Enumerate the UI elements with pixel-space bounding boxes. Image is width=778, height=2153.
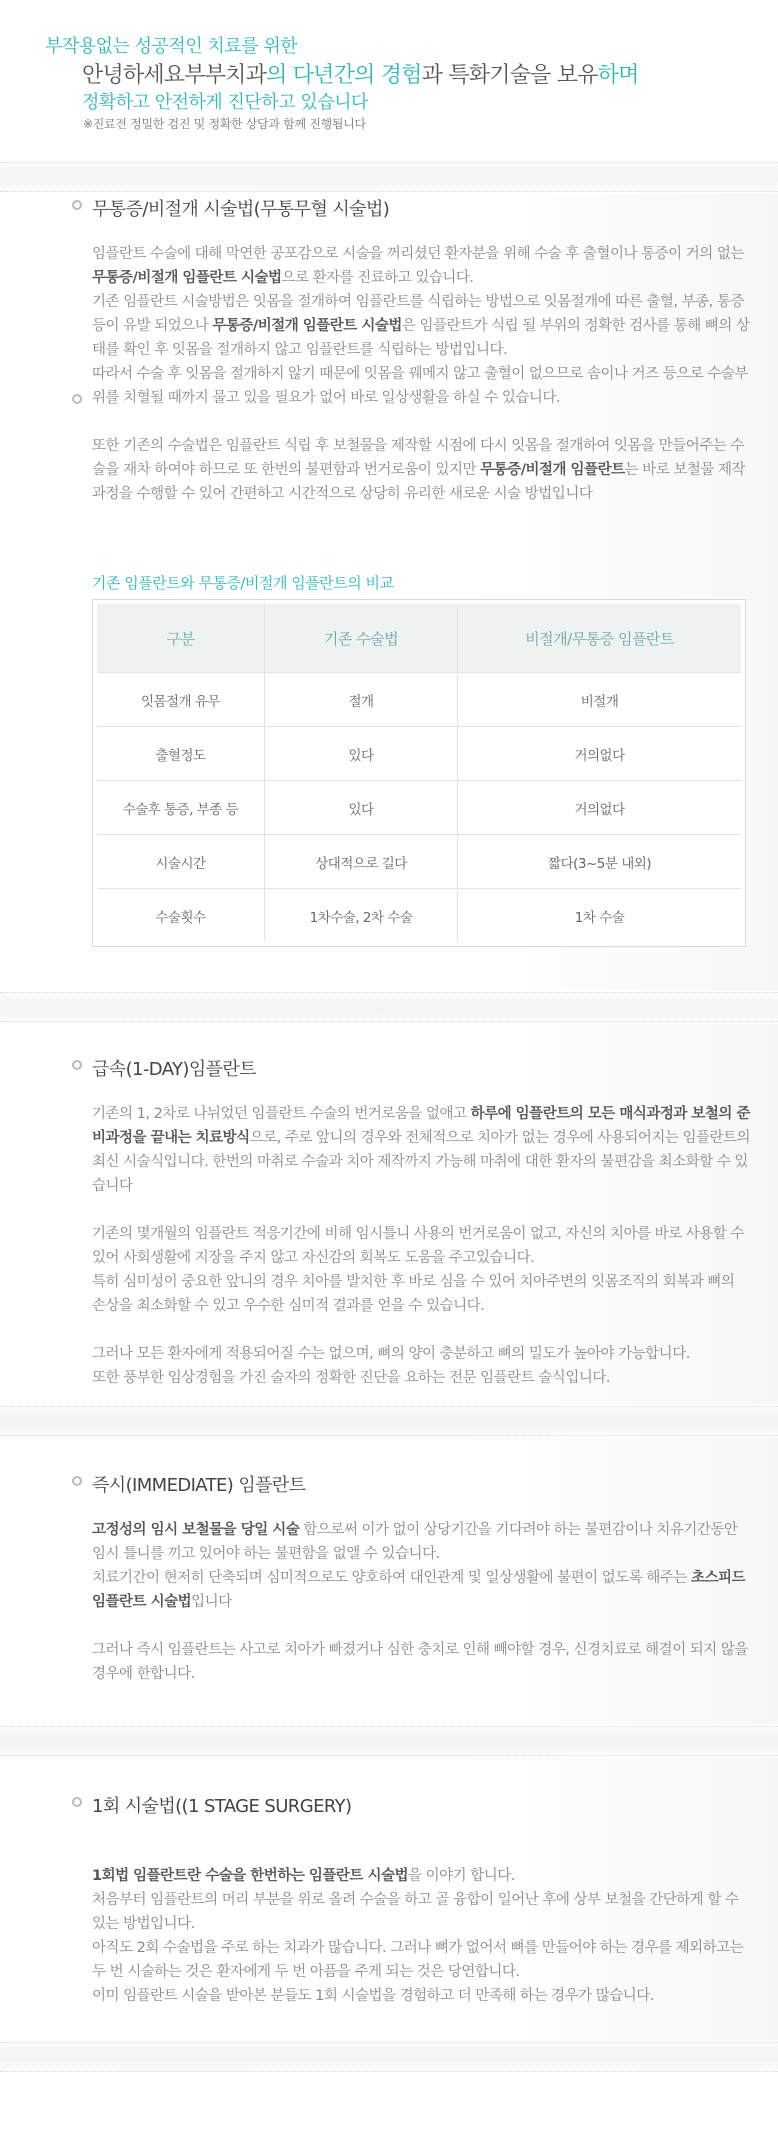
section-divider [0, 990, 778, 1024]
intro-line-2: 안녕하세요부부치과의 다년간의 경험과 특화기술을 보유하며 [82, 63, 639, 88]
paragraph: 고정성의 임시 보철물을 당일 시술 함으로써 이가 없이 상당기간을 기다려야 하는 불편감이나 치유기간동안 임시 틀니를 끼고 있어야 하는 불편함을 없앨 수 있습니다. [92, 1522, 738, 1562]
table-row: 수술후 통증, 부종 등 있다 거의없다 [97, 781, 741, 835]
bullet-icon [72, 200, 82, 210]
section-body [92, 1102, 752, 1390]
section-divider [0, 2040, 778, 2074]
paragraph: 처음부터 임플란트의 머리 부분을 위로 올려 수술을 하고 골 융합이 일어난 후에 상부 보철을 간단하게 할 수 있는 방법입니다. [92, 1892, 739, 1932]
table-header: 비절개/무통증 임플란트 [458, 604, 741, 673]
intro-note: ※진료전 정밀한 검진 및 정확한 상담과 함께 진행됩니다 [83, 117, 366, 131]
bullet-icon [72, 1797, 82, 1807]
bullet-icon [72, 394, 82, 404]
intro-line-3: 정확하고 안전하게 진단하고 있습니다 [82, 92, 368, 113]
intro-header [0, 0, 778, 160]
section-body [92, 1518, 752, 1686]
table-header: 구분 [97, 604, 264, 673]
paragraph: 이미 임플란트 시술을 받아본 분들도 1회 시술법을 경험하고 더 만족해 하는 경우가 많습니다. [92, 1988, 654, 2004]
paragraph: 기존 임플란트 시술방법은 잇몸을 절개하여 임플란트를 식립하는 방법으로 잇몸절개에 따른 출혈, 부종, 통증등이 유발 되었으나 무통증/비절개 임플란트 시술법은 임플란트가 식립 될 부위의 정확한 검사를 통해 뼈의 상태를 확인 후 잇몸을 절개하지 않고 임플란트를 식립하는 방법입니다. [92, 294, 750, 358]
paragraph: 따라서 수술 후 잇몸을 절개하지 않기 때문에 잇몸을 꿰메지 않고 출혈이 없으므로 솜이나 거즈 등으로 수술부위를 치혈될 때까지 물고 있을 필요가 없어 바로 일상생활을 하실 수 있습니다. [92, 366, 748, 406]
table-row: 시술시간 상대적으로 길다 짧다(3~5분 내외) [97, 835, 741, 889]
paragraph: 특히 심미성이 중요한 앞니의 경우 치아를 발치한 후 바로 심을 수 있어 치아주변의 잇몸조직의 회복과 뼈의 손상을 최소화할 수 있고 우수한 심미적 결과를 얻을 수 있습니다. [92, 1274, 735, 1314]
clinic-name: 안녕하세요부부치과 [82, 63, 267, 88]
paragraph: 그러나 모든 환자에게 적용되어질 수는 없으며, 뼈의 양이 충분하고 뼈의 밀도가 높아야 가능합니다. [92, 1346, 690, 1362]
comparison-title: 기존 임플란트와 무통증/비절개 임플란트의 비교 [92, 574, 394, 592]
paragraph: 또한 풍부한 임상경험을 가진 술자의 정확한 진단을 요하는 전문 임플란트 술식입니다. [92, 1370, 610, 1386]
paragraph: 기존의 1, 2차로 나뉘었던 임플란트 수술의 번거로움을 없애고 하루에 임플란트의 모든 매식과정과 보철의 준비과정을 끝내는 치료방식으로, 주로 앞니의 경우와 전체적으로 치아가 없는 경우에 사용되어지는 임플란트의 최신 시술식입니다. 한번의 마취로 수술과 치아 제작까지 가능해 마취에 대한 환자의 불편감을 최소화할 수 있습니다 [92, 1106, 751, 1194]
paragraph: 또한 기존의 수술법은 임플란트 식립 후 보철물을 제작할 시점에 다시 잇몸을 절개하여 잇몸을 만들어주는 수술을 재차 하여야 하므로 또 한번의 불편함과 번거로움이 있지만 무통증/비절개 임플란트는 바로 보철물 제작과정을 수행할 수 있어 간편하고 시간적으로 상당히 유리한 새로운 시술 방법입니다 [92, 438, 745, 502]
table-row: 수술횟수 1차수술, 2차 수술 1차 수술 [97, 889, 741, 943]
section-divider [0, 1724, 778, 1758]
section-body [92, 242, 752, 506]
table-row: 출혈정도 있다 거의없다 [97, 727, 741, 781]
intro-line-1: 부작용없는 성공적인 치료를 위한 [45, 36, 298, 57]
section-divider [0, 1404, 778, 1438]
paragraph: 기존의 몇개월의 임플란트 적응기간에 비해 임시틀니 사용의 번거로움이 없고, 자신의 치아를 바로 사용할 수 있어 사회생활에 지장을 주지 않고 자신감의 회복도 도움을 주고있습니다. [92, 1226, 744, 1266]
section-divider [0, 160, 778, 194]
table-row: 잇몸절개 유무 절개 비절개 [97, 673, 741, 727]
paragraph: 임플란트 수술에 대해 막연한 공포감으로 시술을 꺼리셨던 환자분을 위해 수술 후 출혈이나 통증이 거의 없는 무통증/비절개 임플란트 시술법으로 환자를 진료하고 있습니다. [92, 246, 744, 286]
paragraph: 그러나 즉시 임플란트는 사고로 치아가 빠졌거나 심한 충치로 인해 빼야할 경우, 신경치료로 해결이 되지 않을 경우에 한합니다. [92, 1642, 748, 1682]
paragraph: 아직도 2회 수술법을 주로 하는 치과가 많습니다. 그러나 뼈가 없어서 뼈를 만들어야 하는 경우를 제외하고는 두 번 시술하는 것은 환자에게 두 번 아픔을 주게 되는 것은 당연합니다. [92, 1940, 744, 1980]
comparison-table [92, 599, 746, 947]
bullet-icon [72, 1060, 82, 1070]
section-body [92, 1864, 752, 2008]
paragraph: 1회법 임플란트란 수술을 한번하는 임플란트 시술법을 이야기 합니다. [92, 1868, 515, 1884]
table-header: 기존 수술법 [264, 604, 457, 673]
paragraph: 치료기간이 현저히 단축되며 심미적으로도 양호하여 대인관계 및 일상생활에 불편이 없도록 해주는 초스피드 임플란트 시술법입니다 [92, 1570, 746, 1610]
bullet-icon [72, 1476, 82, 1486]
